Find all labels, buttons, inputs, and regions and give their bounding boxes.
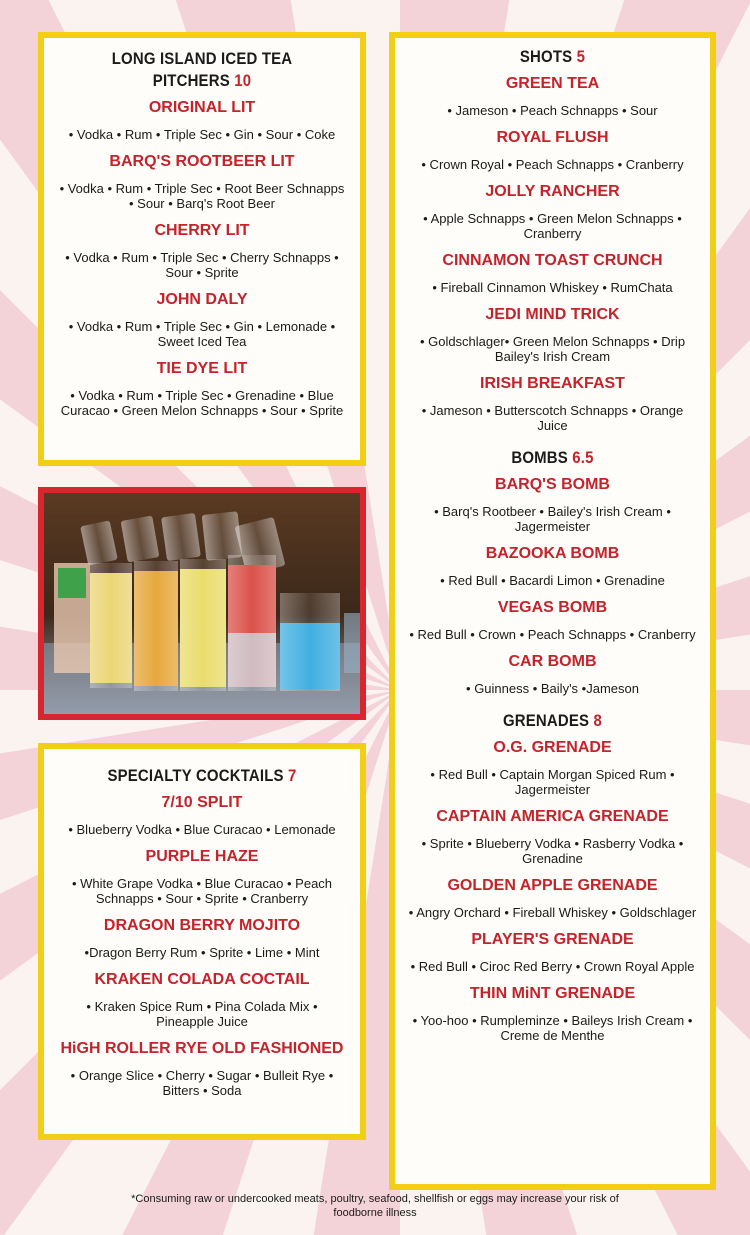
drink-name: VEGAS BOMB (497, 599, 608, 616)
drink-ingredients: • White Grape Vodka • Blue Curacao • Peach Schnapps • Sour • Sprite • Cranberry (71, 876, 333, 906)
drink-ingredients: • Blueberry Vodka • Blue Curacao • Lemonade (68, 822, 336, 837)
drink-name: JOLLY RANCHER (485, 183, 620, 200)
drink-ingredients: • Fireball Cinnamon Whiskey • RumChata (432, 280, 673, 295)
drink-ingredients: • Red Bull • Bacardi Limon • Grenadine (440, 573, 665, 588)
drink-name: JEDI MIND TRICK (485, 306, 620, 323)
drink-ingredients: • Red Bull • Ciroc Red Berry • Crown Royal Apple (410, 959, 695, 974)
drink-ingredients: • Red Bull • Crown • Peach Schnapps • Cranberry (409, 627, 696, 642)
drink-name: JOHN DALY (156, 291, 248, 308)
drink-ingredients: • Yoo-hoo • Rumpleminze • Baileys Irish Cream • Creme de Menthe (412, 1013, 693, 1043)
long-island-title-line2: PITCHERS (152, 71, 230, 90)
shots-list (401, 74, 704, 433)
shot-glasses-image (44, 493, 360, 714)
drink-ingredients: • Kraken Spice Rum • Pina Colada Mix • Pineapple Juice (86, 999, 318, 1029)
specialty-panel (38, 743, 366, 1140)
drink-name: KRAKEN COLADA COCTAIL (94, 971, 310, 988)
drink-name: O.G. GRENADE (493, 739, 612, 756)
drink-ingredients: • Vodka • Rum • Triple Sec • Gin • Lemonade • Sweet Iced Tea (68, 319, 336, 349)
drink-name: BARQ'S BOMB (495, 476, 610, 493)
bombs-list (401, 475, 704, 696)
bombs-title (419, 447, 686, 469)
grenades-title (419, 710, 686, 732)
disclaimer-text: *Consuming raw or undercooked meats, poultry, seafood, shellfish or eggs may increase your risk of foodborne illness (131, 1193, 619, 1219)
specialty-title-text: SPECIALTY COCKTAILS (107, 766, 284, 785)
specialty-list (50, 793, 354, 1098)
drink-name: ORIGINAL LIT (148, 99, 256, 116)
drink-name: CINNAMON TOAST CRUNCH (442, 252, 663, 269)
grenades-price: 8 (593, 711, 603, 730)
drink-ingredients: • Guinness • Baily's •Jameson (466, 681, 639, 696)
drink-ingredients: • Apple Schnapps • Green Melon Schnapps • Cranberry (423, 211, 682, 241)
drink-ingredients: • Crown Royal • Peach Schnapps • Cranberry (421, 157, 684, 172)
shot-glasses-photo (38, 487, 366, 720)
drink-name: BAZOOKA BOMB (485, 545, 620, 562)
drink-name: ROYAL FLUSH (496, 129, 609, 146)
drink-name: CHERRY LIT (154, 222, 250, 239)
long-island-list (50, 98, 354, 418)
long-island-title (68, 48, 336, 92)
grenades-list (401, 738, 704, 1043)
drink-ingredients: • Barq's Rootbeer • Bailey's Irish Cream • Jagermeister (434, 504, 671, 534)
drink-ingredients: • Angry Orchard • Fireball Whiskey • Goldschlager (408, 905, 697, 920)
shots-title-text: SHOTS (519, 47, 573, 66)
drink-name: CAPTAIN AMERICA GRENADE (436, 808, 669, 825)
long-island-panel (38, 32, 366, 466)
drink-name: TIE DYE LIT (156, 360, 248, 377)
shots-title (419, 46, 686, 68)
drink-ingredients: • Sprite • Blueberry Vodka • Rasberry Vodka • Grenadine (421, 836, 684, 866)
specialty-title (68, 765, 336, 787)
drink-name: CAR BOMB (508, 653, 597, 670)
drink-name: THIN MiNT GRENADE (469, 985, 636, 1002)
drink-name: GOLDEN APPLE GRENADE (447, 877, 658, 894)
long-island-price: 10 (234, 71, 252, 90)
drink-ingredients: • Vodka • Rum • Triple Sec • Gin • Sour • Coke (68, 127, 336, 142)
drink-name: PURPLE HAZE (145, 848, 259, 865)
drink-ingredients: • Vodka • Rum • Triple Sec • Root Beer Schnapps • Sour • Barq's Root Beer (59, 181, 345, 211)
bombs-price: 6.5 (572, 448, 594, 467)
drink-ingredients: • Goldschlager• Green Melon Schnapps • Drip Bailey's Irish Cream (419, 334, 686, 364)
drink-name: IRISH BREAKFAST (480, 375, 625, 392)
shots-price: 5 (576, 47, 586, 66)
drink-ingredients: • Orange Slice • Cherry • Sugar • Bulleit Rye • Bitters • Soda (70, 1068, 334, 1098)
drink-ingredients: •Dragon Berry Rum • Sprite • Lime • Mint (84, 945, 320, 960)
bombs-title-text: BOMBS (511, 448, 568, 467)
drink-ingredients: • Vodka • Rum • Triple Sec • Cherry Schnapps • Sour • Sprite (65, 250, 339, 280)
shots-bombs-grenades-panel (389, 32, 716, 1190)
drink-name: HiGH ROLLER RYE OLD FASHIONED (60, 1040, 344, 1057)
drink-name: DRAGON BERRY MOJITO (103, 917, 301, 934)
drink-name: PLAYER'S GRENADE (471, 931, 634, 948)
drink-name: BARQ'S ROOTBEER LIT (109, 153, 295, 170)
drink-ingredients: • Jameson • Butterscotch Schnapps • Orange Juice (421, 403, 684, 433)
drink-ingredients: • Red Bull • Captain Morgan Spiced Rum • Jagermeister (430, 767, 675, 797)
long-island-title-line1: LONG ISLAND ICED TEA (111, 49, 293, 68)
drink-ingredients: • Vodka • Rum • Triple Sec • Grenadine • Blue Curacao • Green Melon Schnapps • Sour • Sprite (60, 388, 344, 418)
drink-name: GREEN TEA (505, 75, 600, 92)
specialty-price: 7 (288, 766, 297, 785)
drink-name: 7/10 SPLIT (161, 794, 243, 811)
drink-ingredients: • Jameson • Peach Schnapps • Sour (447, 103, 658, 118)
grenades-title-text: GRENADES (502, 711, 590, 730)
